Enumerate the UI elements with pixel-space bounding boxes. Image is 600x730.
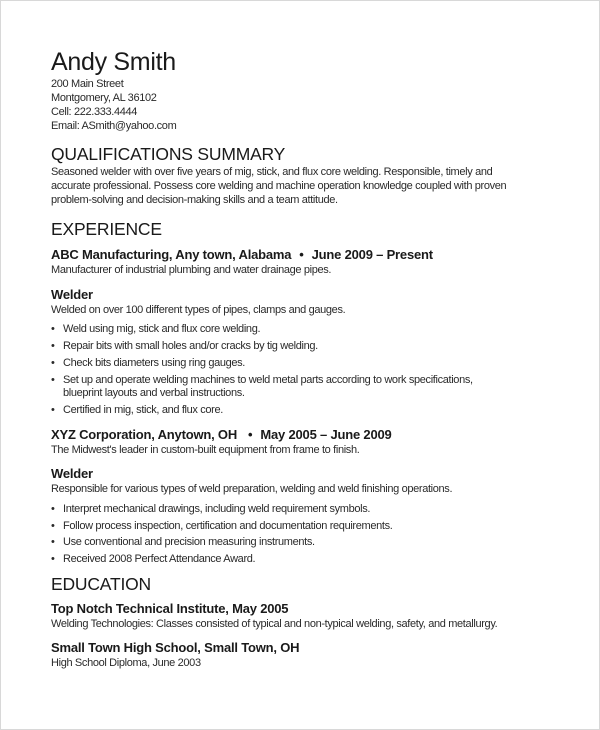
- job-dates: May 2005 – June 2009: [260, 427, 392, 442]
- job-description: Manufacturer of industrial plumbing and water drainage pipes.: [51, 264, 332, 276]
- summary-line: Seasoned welder with over five years of mig, stick, and flux core welding. Responsible, timely and: [51, 166, 493, 178]
- separator-dot: •: [248, 427, 253, 442]
- job-title: Welder: [51, 287, 93, 302]
- job-summary: Responsible for various types of weld preparation, welding and weld finishing operations.: [51, 483, 453, 495]
- summary-heading: QUALIFICATIONS SUMMARY: [51, 144, 286, 164]
- separator-dot: •: [299, 247, 304, 262]
- job-header: [51, 428, 392, 441]
- education-heading: EDUCATION: [51, 574, 151, 594]
- summary-line: accurate professional. Possess core welding and machine operation knowledge coupled with proven: [51, 180, 507, 192]
- summary-line: problem-solving and decision-making skills and a team attitude.: [51, 194, 338, 206]
- phone-line: Cell: 222.333.4444: [51, 106, 138, 118]
- job-title: Welder: [51, 466, 93, 481]
- job-header: [51, 248, 433, 261]
- city-line: Montgomery, AL 36102: [51, 92, 157, 104]
- address-line: 200 Main Street: [51, 78, 124, 90]
- job-description: The Midwest's leader in custom-built equipment from frame to finish.: [51, 444, 360, 456]
- school-detail: High School Diploma, June 2003: [51, 657, 201, 669]
- school-name: Top Notch Technical Institute, May 2005: [51, 601, 289, 616]
- experience-heading: EXPERIENCE: [51, 219, 162, 239]
- job-dates: June 2009 – Present: [311, 247, 433, 262]
- candidate-name: Andy Smith: [51, 48, 176, 76]
- email-line: Email: ASmith@yahoo.com: [51, 120, 177, 132]
- school-detail: Welding Technologies: Classes consisted of typical and non-typical welding, safety, and metallurgy.: [51, 618, 498, 630]
- list-item-continuation: blueprint layouts and verbal instructions.: [63, 387, 245, 399]
- job-summary: Welded on over 100 different types of pipes, clamps and gauges.: [51, 304, 346, 316]
- school-name: Small Town High School, Small Town, OH: [51, 640, 300, 655]
- job-company: XYZ Corporation, Anytown, OH: [51, 427, 238, 442]
- job-company: ABC Manufacturing, Any town, Alabama: [51, 247, 292, 262]
